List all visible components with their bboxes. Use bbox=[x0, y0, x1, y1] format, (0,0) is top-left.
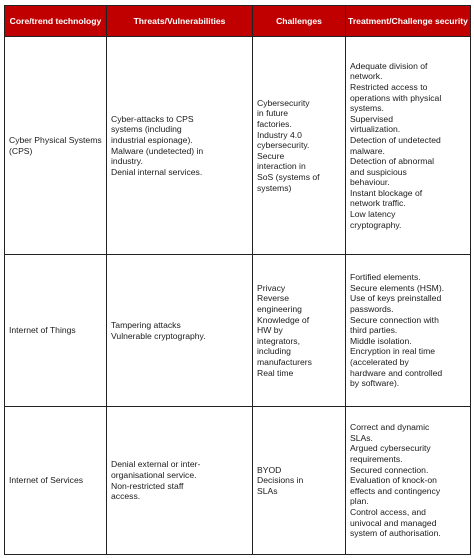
security-table bbox=[4, 5, 471, 555]
table-row bbox=[5, 37, 471, 255]
challenge-line: interaction in bbox=[257, 161, 306, 172]
treatment-line: network. bbox=[350, 71, 383, 82]
threat-line: systems (including bbox=[111, 124, 182, 135]
treatment-line: malware. bbox=[350, 145, 385, 156]
treatment-line: Use of keys preinstalled bbox=[350, 293, 442, 304]
treatment-line: Instant blockage of bbox=[350, 187, 423, 198]
header-technology: Core/trend technology bbox=[5, 6, 107, 37]
treatment-line: and suspicious bbox=[350, 166, 407, 177]
treatment-line: systems. bbox=[350, 103, 384, 114]
threats-cell bbox=[107, 407, 253, 555]
treatment-line: Secure elements (HSM). bbox=[350, 282, 445, 293]
challenges-cell bbox=[253, 407, 346, 555]
threats-cell bbox=[107, 255, 253, 407]
treatment-cell bbox=[346, 37, 471, 255]
treatment-line: Encryption in real time bbox=[350, 346, 436, 357]
treatment-line: SLAs. bbox=[350, 432, 373, 443]
threat-line: Malware (undetected) in bbox=[111, 145, 204, 156]
treatment-line: Secured connection. bbox=[350, 464, 429, 475]
challenges-cell bbox=[253, 37, 346, 255]
treatment-line: plan. bbox=[350, 496, 369, 507]
header-threats: Threats/Vulnerabilities bbox=[107, 6, 253, 37]
treatment-line: hardware and controlled bbox=[350, 367, 443, 378]
threat-line: access. bbox=[111, 491, 141, 502]
threat-line: Denial internal services. bbox=[111, 166, 203, 177]
treatment-line: Secure connection with bbox=[350, 314, 439, 325]
threat-line: Denial external or inter- bbox=[111, 459, 201, 470]
treatment-line: behaviour. bbox=[350, 177, 390, 188]
challenge-line: integrators, bbox=[257, 335, 300, 346]
challenges-cell bbox=[253, 255, 346, 407]
challenge-line: Secure bbox=[257, 150, 285, 161]
treatment-line: passwords. bbox=[350, 304, 394, 315]
treatment-line: effects and contingency bbox=[350, 485, 441, 496]
treatment-line: Detection of undetected bbox=[350, 134, 441, 145]
treatment-line: Fortified elements. bbox=[350, 272, 421, 283]
treatment-line: Evaluation of knock-on bbox=[350, 475, 437, 486]
challenge-line: Knowledge of bbox=[257, 314, 310, 325]
treatment-line: cryptography. bbox=[350, 219, 402, 230]
technology-cell: Internet of Things bbox=[5, 255, 107, 407]
treatment-line: system of authorisation. bbox=[350, 528, 441, 539]
threat-line: industrial espionage). bbox=[111, 134, 193, 145]
challenge-line: BYOD bbox=[257, 464, 282, 475]
treatment-line: Detection of abnormal bbox=[350, 156, 435, 167]
treatment-line: Restricted access to bbox=[350, 81, 428, 92]
challenge-line: including bbox=[257, 346, 291, 357]
threat-line: Vulnerable cryptography. bbox=[111, 330, 206, 341]
challenge-line: Industry 4.0 bbox=[257, 129, 302, 140]
technology-cell: Internet of Services bbox=[5, 407, 107, 555]
header-treatment: Treatment/Challenge security bbox=[346, 6, 471, 37]
treatment-line: Supervised bbox=[350, 113, 393, 124]
table-row bbox=[5, 255, 471, 407]
table-row bbox=[5, 407, 471, 555]
challenge-line: SoS (systems of bbox=[257, 171, 320, 182]
treatment-line: network traffic. bbox=[350, 198, 406, 209]
treatment-line: (accelerated by bbox=[350, 356, 409, 367]
header-row bbox=[5, 6, 471, 37]
treatment-cell bbox=[346, 255, 471, 407]
treatment-cell bbox=[346, 407, 471, 555]
challenge-line: engineering bbox=[257, 304, 302, 315]
treatment-line: virtualization. bbox=[350, 124, 401, 135]
threat-line: Non-restricted staff bbox=[111, 480, 184, 491]
treatment-line: Middle isolation. bbox=[350, 335, 412, 346]
threat-line: Cyber-attacks to CPS bbox=[111, 113, 194, 124]
treatment-line: Argued cybersecurity bbox=[350, 443, 431, 454]
treatment-line: Low latency bbox=[350, 209, 396, 220]
challenge-line: factories. bbox=[257, 119, 292, 130]
treatment-line: operations with physical bbox=[350, 92, 442, 103]
challenge-line: Privacy bbox=[257, 282, 286, 293]
treatment-line: Adequate division of bbox=[350, 60, 428, 71]
header-challenges: Challenges bbox=[253, 6, 346, 37]
challenge-line: in future bbox=[257, 108, 289, 119]
treatment-line: by software). bbox=[350, 378, 400, 389]
treatment-line: third parties. bbox=[350, 325, 398, 336]
treatment-line: Control access, and bbox=[350, 506, 426, 517]
challenge-line: systems) bbox=[257, 182, 292, 193]
challenge-line: SLAs bbox=[257, 485, 278, 496]
treatment-line: requirements. bbox=[350, 454, 403, 465]
threat-line: industry. bbox=[111, 156, 143, 167]
technology-cell: Cyber Physical Systems (CPS) bbox=[5, 37, 107, 255]
challenge-line: cybersecurity. bbox=[257, 140, 310, 151]
challenge-line: manufacturers bbox=[257, 356, 312, 367]
treatment-line: univocal and managed bbox=[350, 517, 437, 528]
treatment-line: Correct and dynamic bbox=[350, 422, 430, 433]
challenge-line: Reverse bbox=[257, 293, 289, 304]
threat-line: organisational service. bbox=[111, 469, 197, 480]
challenge-line: HW by bbox=[257, 325, 283, 336]
challenge-line: Real time bbox=[257, 367, 294, 378]
challenge-line: Decisions in bbox=[257, 475, 304, 486]
threats-cell bbox=[107, 37, 253, 255]
challenge-line: Cybersecurity bbox=[257, 97, 310, 108]
threat-line: Tampering attacks bbox=[111, 319, 181, 330]
